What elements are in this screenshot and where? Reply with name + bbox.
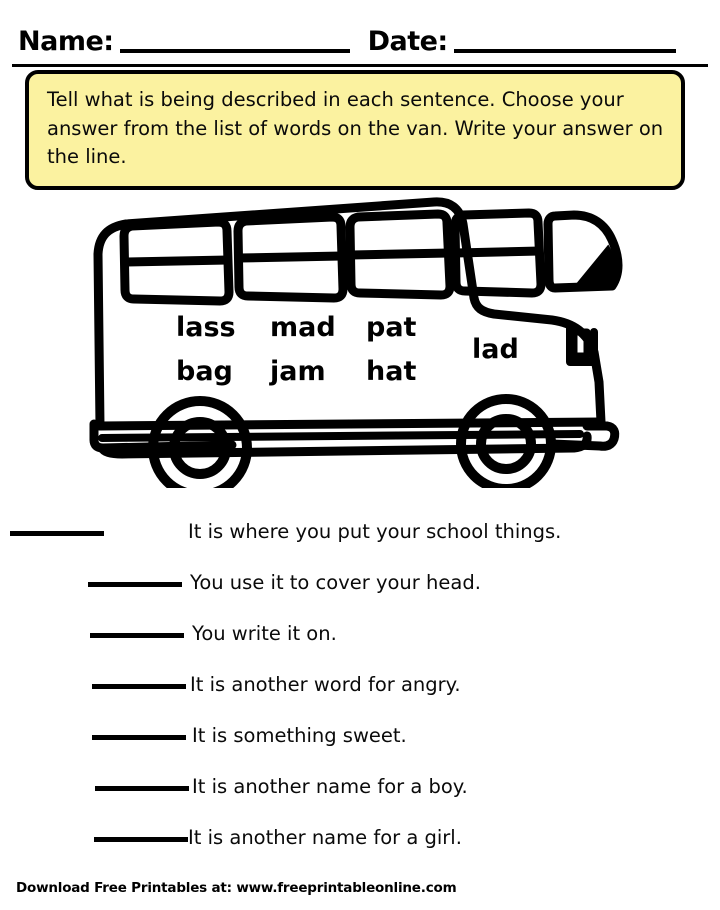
- worksheet-header: [0, 0, 720, 68]
- answer-blank-line[interactable]: [90, 633, 184, 638]
- question-text: It is another name for a girl.: [188, 825, 462, 849]
- question-text: It is another word for angry.: [190, 672, 461, 696]
- footer-attribution: Download Free Printables at: www.freeprintableonline.com: [16, 880, 457, 896]
- instructions-text: Tell what is being described in each sentence. Choose your answer from the list of words on the van. Write your answer on the line.: [47, 88, 664, 169]
- question-row: [0, 802, 720, 853]
- answer-blank-line[interactable]: [10, 531, 104, 536]
- date-write-in-line[interactable]: [454, 49, 676, 53]
- header-divider: [12, 64, 708, 67]
- windshield-shading: [576, 248, 614, 287]
- window-2-divider: [239, 256, 342, 258]
- question-row: [0, 496, 720, 547]
- question-row: [0, 598, 720, 649]
- question-row: [0, 751, 720, 802]
- window-4-divider: [456, 251, 540, 253]
- word-bank-item: pat: [366, 312, 417, 343]
- word-bank-item: bag: [176, 356, 233, 387]
- windshield-group: [548, 215, 618, 288]
- word-bank-item: jam: [270, 356, 326, 387]
- question-text: It is something sweet.: [192, 723, 407, 747]
- word-bank-item: mad: [270, 312, 336, 343]
- name-date-row: [18, 28, 706, 56]
- name-label: Name:: [18, 26, 114, 57]
- question-row: [0, 700, 720, 751]
- word-bank-item: lad: [472, 334, 519, 365]
- answer-blank-line[interactable]: [95, 786, 189, 791]
- school-bus-drawing: [82, 186, 630, 488]
- question-text: You use it to cover your head.: [190, 570, 481, 594]
- answer-blank-line[interactable]: [92, 684, 186, 689]
- window-3-divider: [351, 253, 449, 255]
- question-row: [0, 547, 720, 598]
- answer-blank-line[interactable]: [94, 837, 188, 842]
- date-label: Date:: [367, 26, 448, 57]
- question-row: [0, 649, 720, 700]
- question-list: [0, 496, 720, 853]
- question-text: It is where you put your school things.: [188, 519, 562, 543]
- school-bus-illustration: [82, 186, 630, 488]
- word-bank-item: lass: [176, 312, 236, 343]
- instructions-callout: [25, 70, 685, 190]
- answer-blank-line[interactable]: [92, 735, 186, 740]
- word-bank-item: hat: [366, 356, 417, 387]
- window-1-divider: [125, 260, 228, 262]
- answer-blank-line[interactable]: [88, 582, 182, 587]
- question-text: It is another name for a boy.: [192, 774, 468, 798]
- front-wheel: [461, 399, 551, 488]
- name-write-in-line[interactable]: [120, 49, 350, 53]
- question-text: You write it on.: [192, 621, 337, 645]
